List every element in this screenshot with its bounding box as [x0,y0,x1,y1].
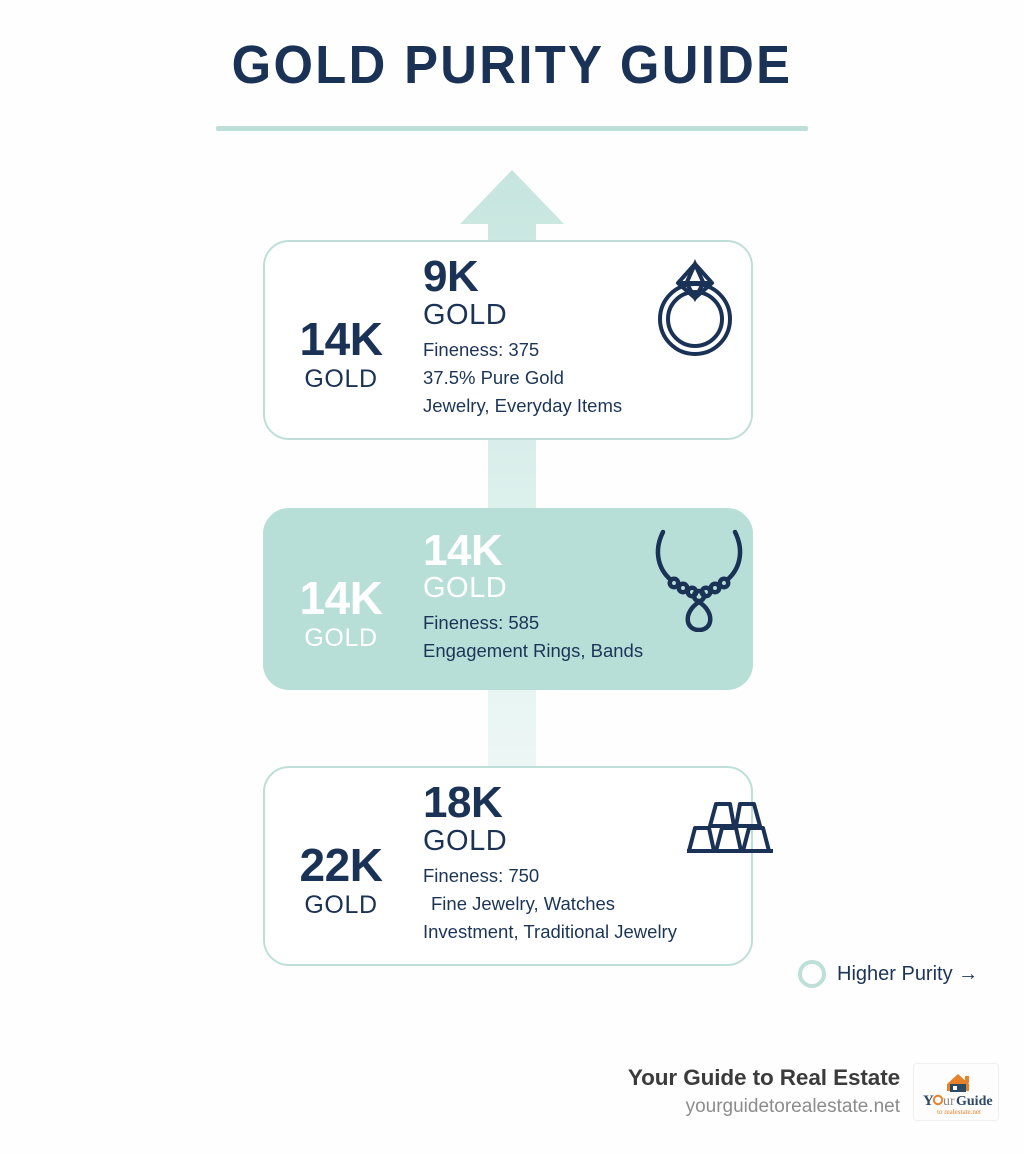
legend-higher-purity [798,960,978,988]
purity-card-14k[interactable] [263,508,753,690]
left-karat-word: GOLD [304,891,378,919]
grade-number: 9K [423,252,479,302]
ring-icon [639,256,751,360]
footer-website-url: yourguidetorealestate.net [685,1096,900,1118]
legend-label: Higher Purity → [837,962,979,985]
left-karat-number: 14K [299,572,383,624]
footer-text-block [628,1046,914,1120]
footer-brand-name: Your Guide to Real Estate [627,1065,900,1090]
grade-word: GOLD [423,572,508,605]
svg-text:Guide: Guide [956,1094,993,1109]
grade-word: GOLD [423,825,508,858]
left-karat-word: GOLD [304,624,378,652]
card-body [417,525,644,670]
detail-line: 37.5% Pure Gold [423,367,564,389]
svg-text:to realestate.net: to realestate.net [937,1108,981,1116]
detail-line: Fineness: 585 [423,612,540,634]
circle-outline-icon [798,960,826,988]
footer [0,1046,1024,1154]
svg-text:Y: Y [923,1093,934,1109]
brand-logo[interactable] [914,1064,998,1120]
left-karat-label [265,547,417,651]
purity-card-9k[interactable] [263,240,753,440]
left-karat-number: 22K [299,839,383,891]
grade-number: 14K [423,525,503,575]
svg-text:ur: ur [943,1094,955,1109]
detail-line: Jewelry, Everyday Items [423,395,623,417]
gold-bars-icon [677,796,789,858]
card-body [417,778,677,950]
detail-line: Fineness: 375 [423,339,540,361]
left-karat-number: 14K [299,313,383,365]
left-karat-label [265,814,417,918]
left-karat-label [265,288,417,392]
detail-line: Investment, Traditional Jewelry [423,921,677,943]
detail-line: Fine Jewelry, Watches [431,893,616,915]
purity-card-18k[interactable] [263,766,753,966]
detail-line: Engagement Rings, Bands [423,640,644,662]
left-karat-word: GOLD [304,365,378,393]
grade-number: 18K [423,778,503,828]
card-body [417,252,639,424]
necklace-icon [643,526,755,632]
grade-word: GOLD [423,299,508,332]
page-title: GOLD PURITY GUIDE [231,35,793,95]
detail-line: Fineness: 750 [423,865,540,887]
